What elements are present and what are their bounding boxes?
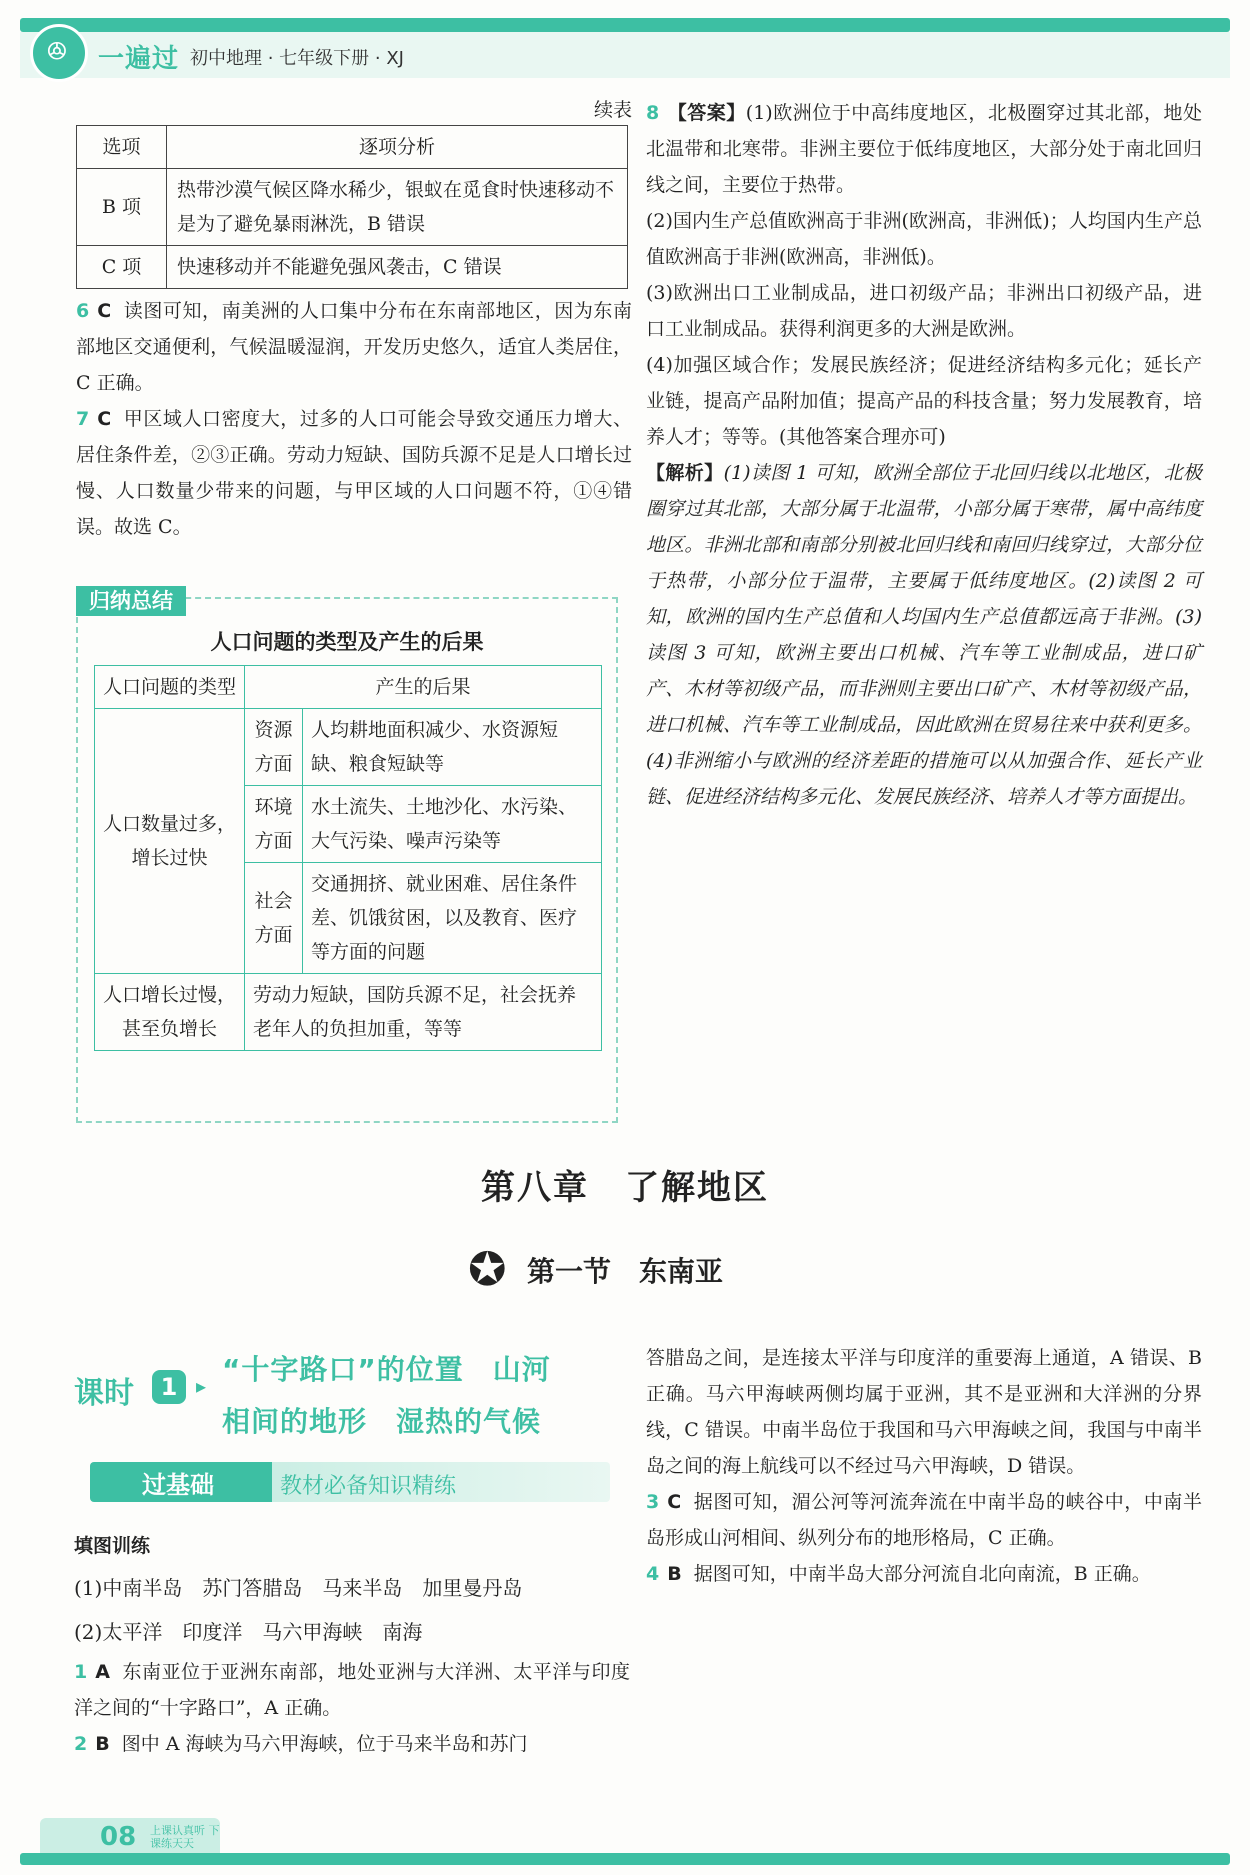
- option-analysis-table: [76, 125, 628, 289]
- fill-map-answer-1: (1)中南半岛 苏门答腊岛 马来半岛 加里曼丹岛: [74, 1576, 523, 1600]
- table-header-cell: 人口问题的类型: [95, 666, 245, 709]
- question-number: 8: [646, 102, 660, 124]
- fill-map-answer-2: (2)太平洋 印度洋 马六甲海峡 南海: [74, 1620, 423, 1644]
- analysis-label: 【解析】: [646, 462, 724, 484]
- question-text: 图中 A 海峡为马六甲海峡，位于马来半岛和苏门: [121, 1733, 528, 1755]
- question-number: 7: [76, 408, 90, 430]
- question-number: 6: [76, 300, 90, 322]
- footer-bar: [20, 1853, 1230, 1865]
- basics-label: 过基础: [142, 1471, 214, 1499]
- answer-letter: B: [95, 1733, 110, 1755]
- question-text: 读图可知，南美洲的人口集中分布在东南部地区，因为东南部地区交通便利，气候温暖湿润，开发历史悠久，适宜人类居住，C 正确。: [76, 300, 632, 394]
- population-problem-table: [94, 665, 602, 1051]
- question-text: 东南亚位于亚洲东南部，地处亚洲与大洋洲、太平洋与印度洋之间的“十字路口”，A 正确。: [74, 1661, 630, 1719]
- aspect-cell: 环境方面: [245, 786, 303, 863]
- question-text: 甲区域人口密度大，过多的人口可能会导致交通压力增大、居住条件差，②③正确。劳动力短缺、国防兵源不足是人口增长过慢、人口数量少带来的问题，与甲区域的人口问题不符，①④错误。故选 C。: [76, 408, 632, 538]
- question-6: [76, 293, 632, 401]
- table-row: [77, 169, 628, 246]
- table-cell-analysis: 快速移动并不能避免强风袭击，C 错误: [167, 246, 628, 289]
- answer-letter: C: [667, 1491, 682, 1513]
- fill-map-title: 填图训练: [74, 1535, 151, 1557]
- mascot-logo-icon: [30, 24, 88, 82]
- summary-tag: 归纳总结: [76, 586, 186, 616]
- table-header-cell: 逐项分析: [167, 126, 628, 169]
- result-cell: 水土流失、土地沙化、水污染、大气污染、噪声污染等: [303, 786, 602, 863]
- question-8-answer: [646, 95, 1202, 203]
- question-3: [646, 1484, 1202, 1556]
- course-title: 初中地理 · 七年级下册 · XJ: [190, 48, 404, 69]
- question-2: [74, 1726, 630, 1762]
- table-cell-analysis: 热带沙漠气候区降水稀少，银蚁在觅食时快速移动不是为了避免暴雨淋洗，B 错误: [167, 169, 628, 246]
- answer-letter: B: [667, 1563, 682, 1585]
- result-cell: 交通拥挤、就业困难、居住条件差、饥饿贫困，以及教育、医疗等方面的问题: [303, 863, 602, 974]
- question-text: 据图可知，中南半岛大部分河流自北向南流，B 正确。: [693, 1563, 1151, 1585]
- question-7: [76, 401, 632, 545]
- result-cell: 劳动力短缺，国防兵源不足，社会抚养老年人的负担加重，等等: [245, 974, 602, 1051]
- table-header-cell: 选项: [77, 126, 167, 169]
- answer-part-4: (4)加强区域合作；发展民族经济；促进经济结构多元化；延长产业链，提高产品附加值；提高产品的科技含量；努力发展教育，培养人才；等等。(其他答案合理亦可): [646, 354, 1202, 448]
- summary-title: 人口问题的类型及产生的后果: [210, 630, 484, 654]
- continued-label: 续表: [593, 99, 632, 121]
- lesson-number: 1: [152, 1370, 186, 1404]
- question-number: 1: [74, 1661, 88, 1683]
- analysis-text: (1)读图 1 可知，欧洲全部位于北回归线以北地区，北极圈穿过其北部，大部分属于北温带，小部分属于寒带，属中高纬度地区。非洲北部和南部分别被北回归线和南回归线穿过，大部分位于热带，小部分位于温带，主要属于低纬度地区。(2)读图 2 可知，欧洲的国内生产总值和人均国内生产总值都远高于非洲。(3)读图 3 可知，欧洲主要出口机械、汽车等工业制成品，进口矿产、木材等初级产品，而非洲则主要出口矿产、木材等初级产品，进口机械、汽车等工业制成品，因此欧洲在贸易往来中获利更多。(4)非洲缩小与欧洲的经济差距的措施可以从加强合作、延长产业链、促进经济结构多元化、发展民族经济、培养人才等方面提出。: [646, 462, 1202, 808]
- answer-letter: C: [97, 300, 112, 322]
- question-number: 2: [74, 1733, 88, 1755]
- result-cell: 人均耕地面积减少、水资源短缺、粮食短缺等: [303, 709, 602, 786]
- brand-title: 一遍过: [98, 44, 180, 74]
- answer-part-1: (1)欧洲位于中高纬度地区，北极圈穿过其北部，地处北温带和北寒带。非洲主要位于低纬度地区，大部分处于南北回归线之间，主要位于热带。: [646, 102, 1202, 196]
- footer-motto: 上课认真听 下课练天天: [150, 1824, 220, 1850]
- table-row: [77, 246, 628, 289]
- problem-type-cell: 人口数量过多，增长过快: [95, 709, 245, 974]
- header-top-bar: [20, 18, 1230, 32]
- table-header-row: [95, 666, 602, 709]
- table-cell-option: B 项: [77, 169, 167, 246]
- table-cell-option: C 项: [77, 246, 167, 289]
- table-row: [95, 709, 602, 786]
- table-header-cell: 产生的后果: [245, 666, 602, 709]
- answer-part-3: (3)欧洲出口工业制成品，进口初级产品；非洲出口初级产品，进口工业制成品。获得利润更多的大洲是欧洲。: [646, 282, 1202, 340]
- right-column: [646, 95, 1202, 815]
- mascot-star-icon: ✪: [468, 1242, 507, 1296]
- question-number: 4: [646, 1563, 660, 1585]
- analysis: [646, 455, 1202, 815]
- question-text: 据图可知，湄公河等河流奔流在中南半岛的峡谷中，中南半岛形成山河相间、纵列分布的地形格局，C 正确。: [646, 1491, 1202, 1549]
- problem-type-cell: 人口增长过慢，甚至负增长: [95, 974, 245, 1051]
- lesson-title-line: 相间的地形 湿热的气候: [222, 1405, 542, 1438]
- triangle-right-icon: ▸: [196, 1374, 207, 1398]
- answer-part-2: (2)国内生产总值欧洲高于非洲(欧洲高，非洲低)；人均国内生产总值欧洲高于非洲(欧洲高，非洲低)。: [646, 210, 1202, 268]
- lower-right-column: [646, 1340, 1202, 1592]
- page-number: 08: [100, 1822, 137, 1852]
- basics-subtitle: 教材必备知识精练: [280, 1474, 457, 1499]
- question-1: [74, 1654, 630, 1726]
- table-row: [95, 974, 602, 1051]
- aspect-cell: 社会方面: [245, 863, 303, 974]
- answer-label: 【答案】: [667, 102, 746, 124]
- lesson-label: 课时: [74, 1376, 134, 1411]
- section-title: 第一节 东南亚: [526, 1255, 723, 1288]
- question-number: 3: [646, 1491, 660, 1513]
- question-4: [646, 1556, 1202, 1592]
- table-header-row: [77, 126, 628, 169]
- aspect-cell: 资源方面: [245, 709, 303, 786]
- answer-letter: C: [97, 408, 112, 430]
- answer-letter: A: [95, 1661, 110, 1683]
- question-2-continued: 答腊岛之间，是连接太平洋与印度洋的重要海上通道，A 错误、B 正确。马六甲海峡两侧均属于亚洲，其不是亚洲和大洋洲的分界线，C 错误。中南半岛位于我国和马六甲海峡之间，我国与中南半岛之间的海上航线可以不经过马六甲海峡，D 错误。: [646, 1347, 1202, 1477]
- lesson-title-line: “十字路口”的位置 山河: [222, 1353, 551, 1386]
- lesson-title: [222, 1344, 632, 1448]
- chapter-title: 第八章 了解地区: [481, 1168, 769, 1208]
- lower-left-column: [74, 1526, 630, 1762]
- left-column: [76, 95, 632, 545]
